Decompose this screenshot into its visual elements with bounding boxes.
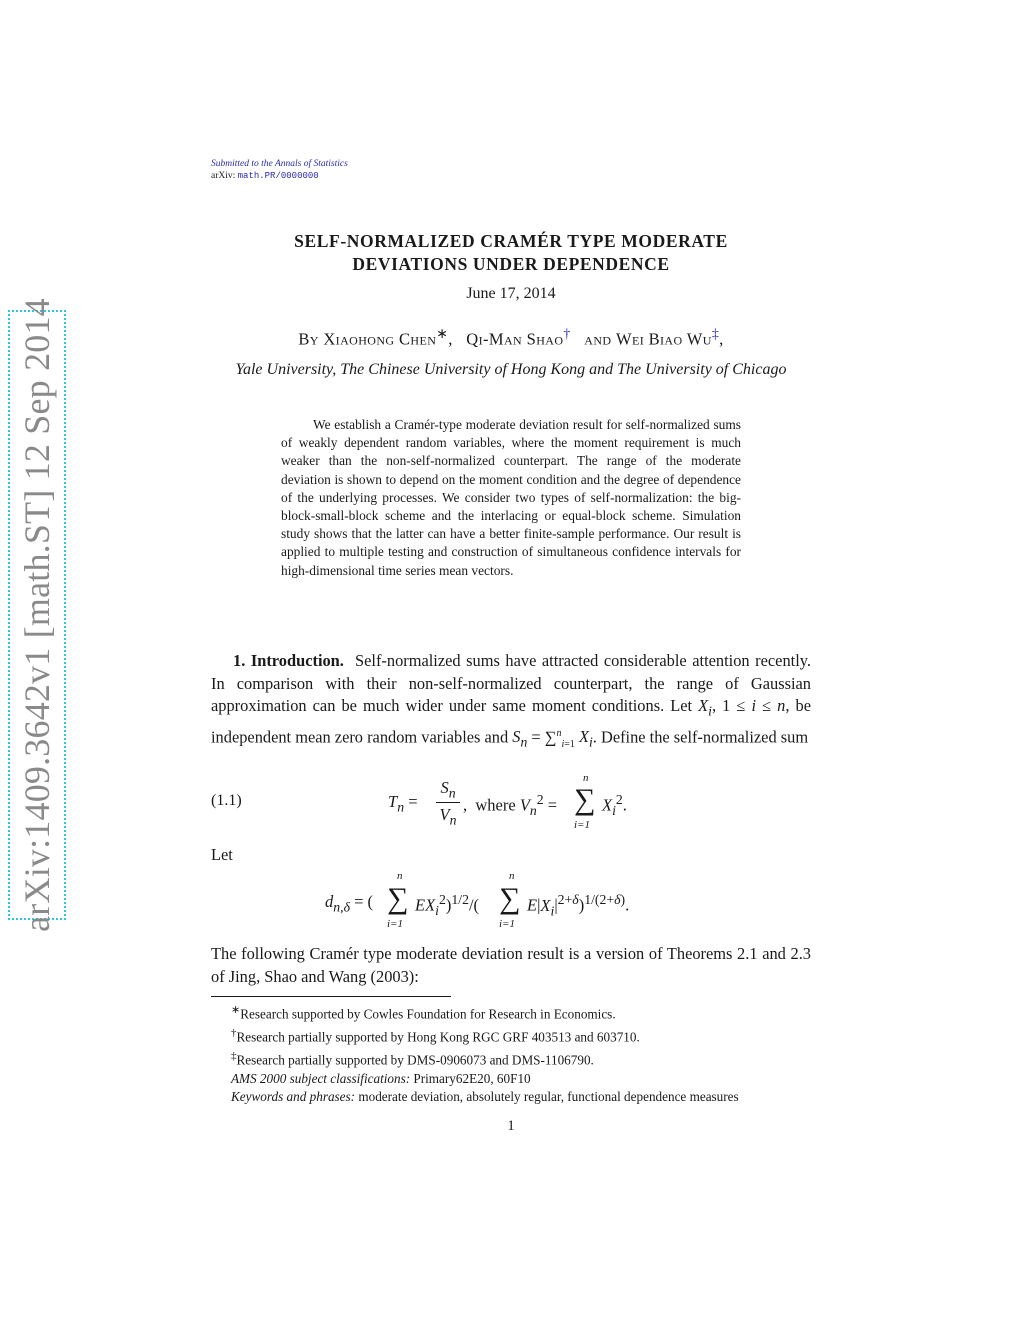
following-paragraph: The following Cramér type moderate deviation result is a version of Theorems 2.1 and 2.3 of Jing, Shao and Wang (2003): — [211, 944, 811, 986]
abstract: We establish a Cramér-type moderate deviation result for self-normalized sums of weakly dependent random variables, where the moment requirement is much weaker than the non-self-normalized counterpart. The range of the moderate deviation is shown to depend on the moment condition and the degree of dependence of the underlying processes. We consider two types of self-normalization: the big-block-small-block scheme and the interlacing or equal-block scheme. Simulation study shows that the latter can have a better finite-sample performance. Our result is applied to multiple testing and construction of simultaneous confidence intervals for high-dimensional time series mean vectors. — [281, 417, 741, 578]
arxiv-code-link[interactable]: math.PR/0000000 — [237, 171, 319, 181]
footnotes: ∗Research supported by Cowles Foundation for Research in Economics. †Research partially supported by Hong Kong RGC GRF 403513 and 603710. ‡Research partially supported by DMS-0906073 and DMS-1106790. AMS 2000 subject classifications: Primary62E20, 60F10 Keywords and phrases: moderate deviation, absolutely regular, functional dependence measures — [231, 1004, 739, 1105]
equation-number: (1.1) — [211, 792, 242, 809]
title-line-1: SELF-NORMALIZED CRAMÉR TYPE MODERATE — [294, 231, 728, 251]
ams-label: AMS 2000 subject classifications: — [231, 1070, 411, 1086]
intro-text-2: , be independent mean zero random variables and — [211, 696, 811, 747]
arxiv-watermark[interactable] — [8, 298, 66, 932]
by-label: By — [298, 329, 319, 349]
ams-value: Primary62E20, 60F10 — [413, 1070, 531, 1086]
arxiv-watermark-text: arXiv:1409.3642v1 [math.ST] 12 Sep 2014 — [17, 298, 57, 932]
equation-d-n-delta: $d_{n,\delta}$ = ( n ∑ i=1 $EX_i^2)^{1/2}/$( n ∑ i=1 $E|X_i|^{2+\delta})^{1/(2+\delta)}$. — [325, 870, 630, 930]
equation-1-1: $T_n$ = $S_n$ $V_n$ , where $V_n^2$ = n ∑ i=1 $X_i^2$. — [388, 772, 627, 831]
intro-text-1: Self-normalized sums have attracted considerable attention recently. In comparison with their non-self-normalized counterpart, the range of Gaussian approximation can be much wider under same moment conditions. Let — [211, 651, 811, 715]
submitted-link[interactable]: Submitted to the Annals of Statistics — [211, 159, 348, 169]
author-2: Qi-Man Shao — [466, 329, 564, 349]
paper-title — [211, 230, 811, 276]
title-line-2: DEVIATIONS UNDER DEPENDENCE — [352, 254, 670, 274]
author-3: Wei Biao Wu — [616, 329, 712, 349]
footnote-1: Research supported by Cowles Foundation for Research in Economics. — [240, 1006, 616, 1022]
keywords-label: Keywords and phrases: — [231, 1089, 356, 1105]
author-list: By Xiaohong Chen∗, Qi-Man Shao† and Wei Biao Wu‡, — [298, 326, 724, 349]
arxiv-label: arXiv: — [211, 171, 236, 181]
introduction-paragraph: 1. Introduction. Self-normalized sums have attracted considerable attention recently. In comparison with their non-self-normalized counterpart, the range of Gaussian approximation can be much wider under same moment conditions. Let $X_i$, 1 ≤ i ≤ n, be independent mean zero random variables and $S_n = \sum^n_{i=1}$ $X_i$. Define the self-normalized sum — [211, 651, 811, 750]
footnote-3: Research partially supported by DMS-0906073 and DMS-1106790. — [236, 1052, 594, 1068]
footnote-rule — [211, 996, 451, 997]
keywords-value: moderate deviation, absolutely regular, functional dependence measures — [358, 1089, 739, 1105]
section-heading: 1. Introduction. — [233, 651, 344, 670]
page-number: 1 — [507, 1118, 515, 1134]
author-1: Xiaohong Chen — [323, 329, 437, 349]
footnote-2: Research partially supported by Hong Kong RGC GRF 403513 and 603710. — [236, 1029, 640, 1045]
journal-header — [211, 158, 348, 182]
where-label: where — [475, 795, 516, 815]
affiliation: Yale University, The Chinese University of Hong Kong and The University of Chicago — [235, 361, 787, 378]
and-label: and — [584, 329, 612, 349]
intro-text-3: . Define the self-normalized sum — [592, 727, 809, 747]
let-label: Let — [211, 845, 233, 864]
paper-date: June 17, 2014 — [466, 285, 556, 302]
